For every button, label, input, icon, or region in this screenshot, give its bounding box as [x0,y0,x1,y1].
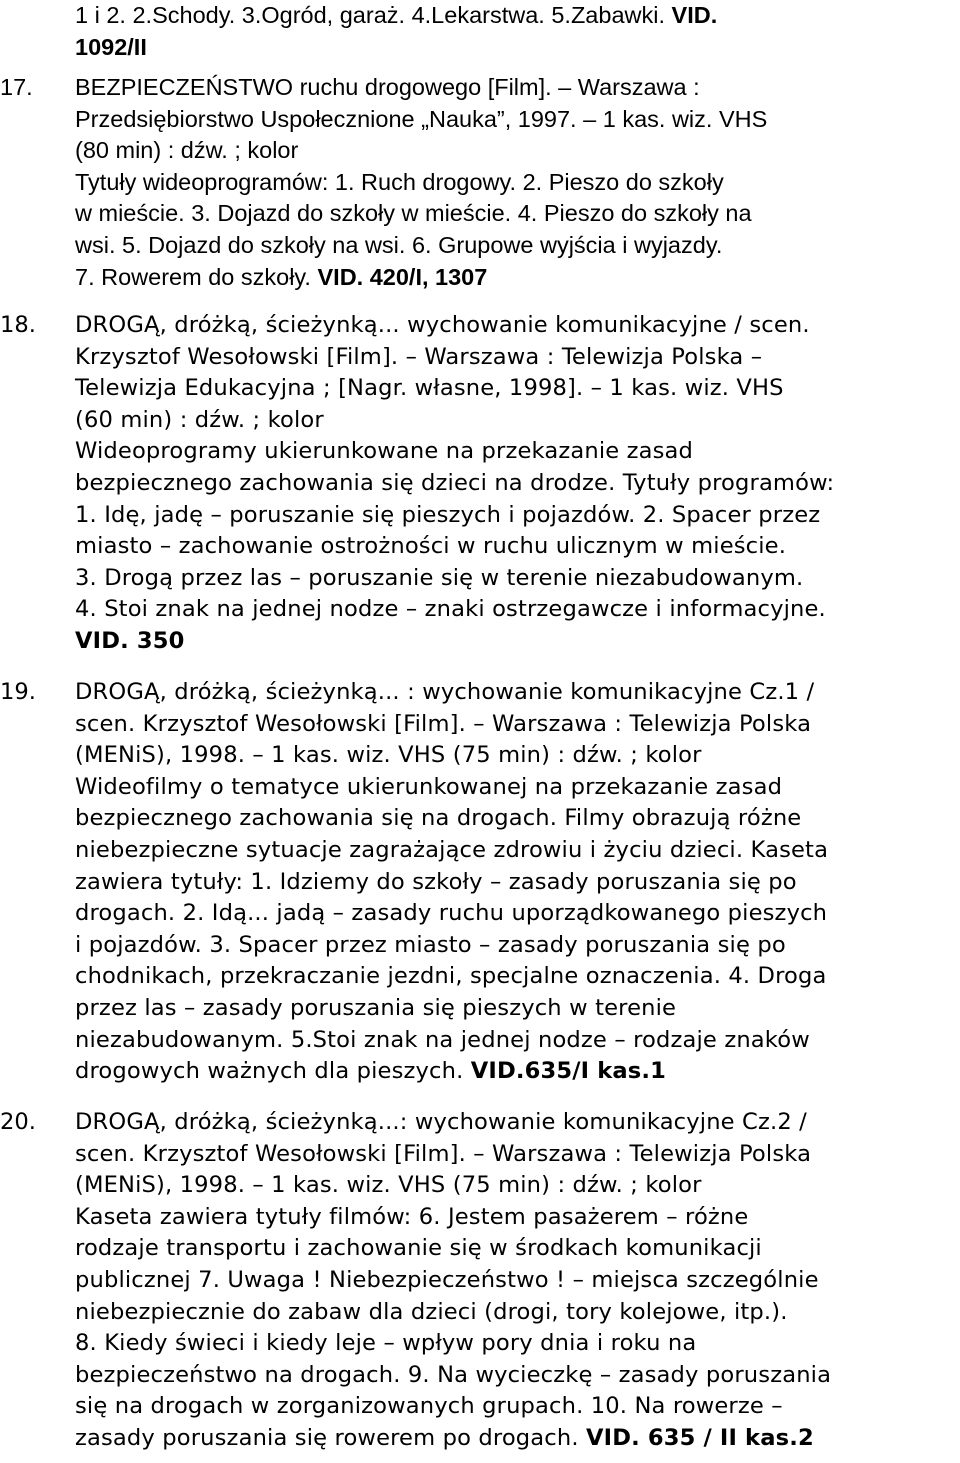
entry-line: BEZPIECZEŃSTWO ruchu drogowego [Film]. – Warszawa : [75,74,700,100]
entry-line: miasto – zachowanie ostrożności w ruchu ulicznym w mieście. [75,533,787,560]
call-number: VID. 420/I, 1307 [317,263,488,290]
entry-line: 1 i 2. 2.Schody. 3.Ogród, garaż. 4.Lekarstwa. 5.Zabawki. VID. [75,2,718,28]
entry-line: (MENiS), 1998. – 1 kas. wiz. VHS (75 min) : dźw. ; kolor [75,1172,702,1199]
entry-line: zawiera tytuły: 1. Idziemy do szkoły – zasady poruszania się po [75,868,797,895]
entry-line: Tytuły wideoprogramów: 1. Ruch drogowy. 2. Pieszo do szkoły [75,168,724,195]
entry-line: niezabudowanym. 5.Stoi znak na jednej nodze – rodzaje znaków [75,1026,810,1053]
entry-line: 7. Rowerem do szkoły. VID. 420/I, 1307 [75,263,488,290]
entry-line: niebezpieczne sytuacje zagrażające zdrowiu i życiu dzieci. Kaseta [75,836,829,863]
entry-line: Krzysztof Wesołowski [Film]. – Warszawa : Telewizja Polska – [75,343,763,370]
entry-line: i pojazdów. 3. Spacer przez miasto – zasady poruszania się po [75,931,786,958]
entry-line: 3. Drogą przez las – poruszanie się w terenie niezabudowanym. [75,564,804,591]
entry-line: 1. Idę, jadę – poruszanie się pieszych i pojazdów. 2. Spacer przez [75,501,821,528]
entry-body [75,1107,955,1455]
entry-line: Wideoprogramy ukierunkowane na przekazanie zasad [75,438,694,465]
entry-line: bezpiecznego zachowania się dzieci na drodze. Tytuły programów: [75,469,835,496]
call-number: VID. [671,2,718,28]
entry-line: bezpieczeństwo na drogach. 9. Na wycieczkę – zasady poruszania [75,1361,832,1388]
entry-line: rodzaje transportu i zachowanie się w środkach komunikacji [75,1235,762,1262]
entry-body [75,0,955,63]
entry-line: scen. Krzysztof Wesołowski [Film]. – Warszawa : Telewizja Polska [75,1140,812,1167]
entry-line: drogach. 2. Idą... jadą – zasady ruchu uporządkowanego pieszych [75,900,828,927]
entry-line: bezpiecznego zachowania się na drogach. Filmy obrazują różne [75,805,802,832]
entry-body [75,72,955,293]
entry-body [75,677,955,1088]
entry-line: wsi. 5. Dojazd do szkoły na wsi. 6. Grupowe wyjścia i wyjazdy. [75,231,723,258]
entry-line: DROGĄ, dróżką, ścieżynką... : wychowanie komunikacyjne Cz.1 / [75,679,815,705]
entry-line: publicznej 7. Uwaga ! Niebezpieczeństwo ! – miejsca szczególnie [75,1266,819,1293]
entry-number: 17. [0,74,33,100]
entry-line: DROGĄ, dróżką, ścieżynką... wychowanie komunikacyjne / scen. [75,312,810,338]
entry-line: w mieście. 3. Dojazd do szkoły w mieście. 4. Pieszo do szkoły na [75,200,752,227]
entry-line: (60 min) : dźw. ; kolor [75,406,324,433]
entry-line: DROGĄ, dróżką, ścieżynką...: wychowanie komunikacyjne Cz.2 / [75,1109,807,1135]
entry-number: 19. [0,679,36,705]
entry-line: 8. Kiedy świeci i kiedy leje – wpływ pory dnia i roku na [75,1330,697,1357]
entry-line: Wideofilmy o tematyce ukierunkowanej na przekazanie zasad [75,773,783,800]
entry-line: Telewizja Edukacyjna ; [Nagr. własne, 1998]. – 1 kas. wiz. VHS [75,375,784,402]
entry-line: scen. Krzysztof Wesołowski [Film]. – Warszawa : Telewizja Polska [75,710,812,737]
call-number: 1092/II [75,33,147,60]
call-number: VID.635/I kas.1 [470,1058,666,1085]
entry-body [75,310,955,658]
entry-line: chodnikach, przekraczanie jezdni, specjalne oznaczenia. 4. Droga [75,963,827,990]
entry-number: 20. [0,1109,36,1135]
entry-line: Kaseta zawiera tytuły filmów: 6. Jestem pasażerem – różne [75,1203,749,1230]
entry-line: przez las – zasady poruszania się pieszych w terenie [75,994,677,1021]
entry-line: niebezpiecznie do zabaw dla dzieci (drogi, tory kolejowe, itp.). [75,1298,788,1325]
entry-line: drogowych ważnych dla pieszych. VID.635/I kas.1 [75,1058,666,1085]
entry-line: się na drogach w zorganizowanych grupach. 10. Na rowerze – [75,1393,783,1420]
entry-line: 4. Stoi znak na jednej nodze – znaki ostrzegawcze i informacyjne. [75,596,826,623]
call-number: VID. 635 / II kas.2 [586,1424,814,1451]
entry-line: zasady poruszania się rowerem po drogach. VID. 635 / II kas.2 [75,1424,814,1451]
entry-line: (MENiS), 1998. – 1 kas. wiz. VHS (75 min) : dźw. ; kolor [75,742,702,769]
entry-line: Przedsiębiorstwo Uspołecznione „Nauka”, 1997. – 1 kas. wiz. VHS [75,105,768,132]
entry-number: 18. [0,312,36,338]
entry-line: (80 min) : dźw. ; kolor [75,137,299,164]
call-number: VID. 350 [75,627,185,654]
